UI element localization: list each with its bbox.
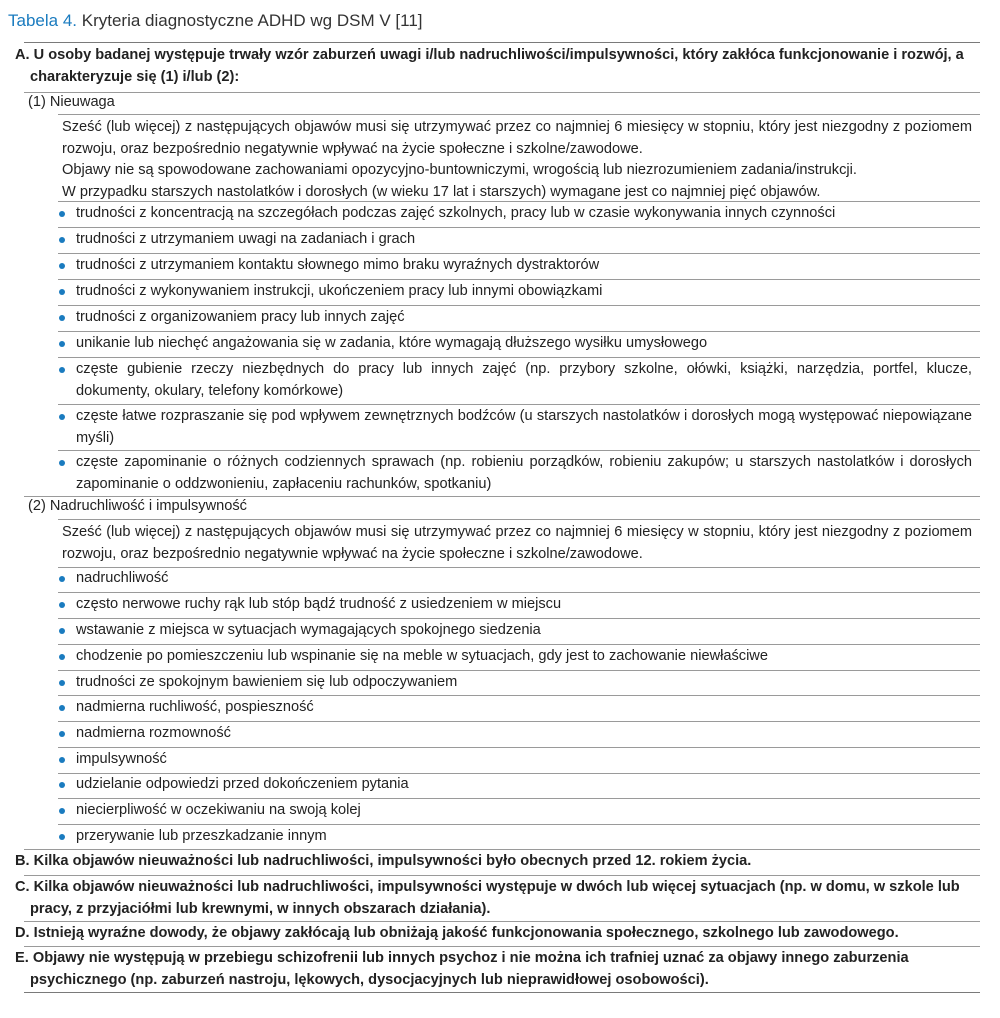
list-item bbox=[0, 229, 980, 251]
divider bbox=[58, 618, 980, 619]
divider bbox=[58, 798, 980, 799]
list-item-text: częste gubienie rzeczy niezbędnych do pracy lub innych zajęć (np. przybory szkolne, ołówki, książki, narzędzia, portfel, klucze, dokumenty, okulary, telefony komórkowe) bbox=[76, 361, 972, 399]
bullet-icon bbox=[59, 315, 65, 321]
list-item bbox=[0, 333, 980, 355]
bullet-icon bbox=[59, 367, 65, 373]
list-item bbox=[0, 697, 980, 719]
bullet-icon bbox=[59, 628, 65, 634]
bullet-icon bbox=[59, 834, 65, 840]
divider bbox=[58, 592, 980, 593]
divider bbox=[58, 644, 980, 645]
bullet-icon bbox=[59, 808, 65, 814]
divider bbox=[58, 227, 980, 228]
list-item bbox=[0, 568, 980, 590]
divider bbox=[24, 849, 980, 850]
bullet-icon bbox=[59, 289, 65, 295]
list-item-text: chodzenie po pomieszczeniu lub wspinanie się na meble w sytuacjach, gdy jest to zachowanie niewłaściwe bbox=[76, 648, 768, 664]
divider bbox=[58, 253, 980, 254]
divider bbox=[58, 357, 980, 358]
criterion-e: E. Objawy nie występują w przebiegu schizofrenii lub innych psychoz i nie można ich trafniej uznać za objawy innego zaburzenia psychicznego (np. zaburzeń nastroju, lękowych, dysocjacyjnych lub nieprawidłowej osobowości). bbox=[15, 950, 909, 988]
list-item bbox=[0, 774, 980, 796]
list-item-text: nadmierna rozmowność bbox=[76, 725, 231, 741]
table-title bbox=[8, 9, 423, 33]
section2-heading: (2) Nadruchliwość i impulsywność bbox=[28, 498, 247, 514]
divider bbox=[58, 721, 980, 722]
list-item-text: trudności z organizowaniem pracy lub innych zajęć bbox=[76, 309, 405, 325]
list-item bbox=[0, 620, 980, 642]
list-item bbox=[0, 406, 980, 449]
divider bbox=[58, 201, 980, 202]
divider bbox=[58, 747, 980, 748]
list-item bbox=[0, 800, 980, 822]
divider bbox=[58, 305, 980, 306]
bullet-icon bbox=[59, 654, 65, 660]
section1-intro-line: W przypadku starszych nastolatków i dorosłych (w wieku 17 lat i starszych) wymagane jest co najmniej pięć objawów. bbox=[62, 183, 821, 200]
criterion-c: C. Kilka objawów nieuważności lub nadruchliwości, impulsywności występuje w dwóch lub więcej sytuacjach (np. w domu, w szkole lub pracy, z przyjaciółmi lub krewnymi, w innych obszarach działania). bbox=[15, 879, 960, 917]
divider bbox=[58, 114, 980, 115]
bullet-icon bbox=[59, 460, 65, 466]
list-item-text: trudności z utrzymaniem uwagi na zadaniach i grach bbox=[76, 231, 416, 247]
divider bbox=[58, 824, 980, 825]
list-item-text: trudności ze spokojnym bawieniem się lub odpoczywaniem bbox=[76, 674, 458, 690]
section1-intro-line: Sześć (lub więcej) z następujących objawów musi się utrzymywać przez co najmniej 6 miesięcy w stopniu, który jest niezgodny z poziomem rozwoju, oraz bezpośrednio negatywnie wpływać na życie społeczne i szkolne/zawodowe. bbox=[62, 119, 972, 157]
criterion-d: D. Istnieją wyraźne dowody, że objawy zakłócają lub obniżają jakość funkcjonowania społecznego, szkolnego lub zawodowego. bbox=[15, 925, 899, 941]
list-item-text: trudności z wykonywaniem instrukcji, ukończeniem pracy lub innymi obowiązkami bbox=[76, 283, 603, 299]
list-item bbox=[0, 203, 980, 225]
table-caption: Kryteria diagnostyczne ADHD wg DSM V [11] bbox=[81, 11, 423, 30]
criterion-a: A. U osoby badanej występuje trwały wzór zaburzeń uwagi i/lub nadruchliwości/impulsywności, który zakłóca funkcjonowanie i rozwój, a charakteryzuje się (1) i/lub (2): bbox=[15, 47, 964, 85]
list-item-text: często nerwowe ruchy rąk lub stóp bądź trudność z usiedzeniem w miejscu bbox=[76, 596, 562, 612]
bullet-icon bbox=[59, 782, 65, 788]
bullet-icon bbox=[59, 263, 65, 269]
section1-heading: (1) Nieuwaga bbox=[28, 94, 115, 110]
list-item-text: unikanie lub niechęć angażowania się w zadania, które wymagają dłuższego wysiłku umysłowego bbox=[76, 335, 708, 351]
list-item bbox=[0, 826, 980, 848]
divider bbox=[58, 670, 980, 671]
section2-intro: Sześć (lub więcej) z następujących objawów musi się utrzymywać przez co najmniej 6 miesięcy w stopniu, który jest niezgodny z poziomem rozwoju, oraz bezpośrednio negatywnie wpływać na życie społeczne i szkolne/zawodowe. bbox=[62, 524, 972, 562]
list-item-text: wstawanie z miejsca w sytuacjach wymagających spokojnego siedzenia bbox=[76, 622, 541, 638]
bullet-icon bbox=[59, 211, 65, 217]
list-item bbox=[0, 359, 980, 402]
divider bbox=[24, 946, 980, 947]
list-item-text: udzielanie odpowiedzi przed dokończeniem pytania bbox=[76, 776, 409, 792]
list-item-text: częste zapominanie o różnych codziennych sprawach (np. robieniu porządków, robieniu zakupów; u starszych nastolatków i dorosłych zapominanie o oddzwonieniu, zapłaceniu rachunków, spotkaniu) bbox=[76, 454, 972, 492]
divider bbox=[58, 404, 980, 405]
list-item bbox=[0, 281, 980, 303]
list-item-text: trudności z koncentracją na szczegółach podczas zajęć szkolnych, pracy lub w czasie wykonywania innych czynności bbox=[76, 205, 836, 221]
top-rule bbox=[24, 42, 980, 43]
list-item-text: impulsywność bbox=[76, 751, 167, 767]
bottom-rule bbox=[24, 992, 980, 993]
bullet-icon bbox=[59, 576, 65, 582]
bullet-icon bbox=[59, 705, 65, 711]
bullet-icon bbox=[59, 757, 65, 763]
list-item bbox=[0, 594, 980, 616]
section1-intro-line: Objawy nie są spowodowane zachowaniami opozycyjno-buntowniczymi, wrogością lub niezrozumieniem zadania/instrukcji. bbox=[62, 162, 857, 178]
list-item bbox=[0, 723, 980, 745]
bullet-icon bbox=[59, 341, 65, 347]
criterion-b: B. Kilka objawów nieuważności lub nadruchliwości, impulsywności było obecnych przed 12. rokiem życia. bbox=[15, 853, 752, 869]
bullet-icon bbox=[59, 414, 65, 420]
divider bbox=[58, 519, 980, 520]
divider bbox=[58, 695, 980, 696]
list-item-text: trudności z utrzymaniem kontaktu słownego mimo braku wyraźnych dystraktorów bbox=[76, 257, 600, 273]
list-item bbox=[0, 646, 980, 668]
divider bbox=[58, 450, 980, 451]
table-label: Tabela 4. bbox=[8, 11, 77, 30]
list-item-text: nadruchliwość bbox=[76, 570, 169, 586]
divider bbox=[58, 279, 980, 280]
list-item bbox=[0, 749, 980, 771]
list-item bbox=[0, 452, 980, 495]
list-item-text: niecierpliwość w oczekiwaniu na swoją kolej bbox=[76, 802, 361, 818]
list-item bbox=[0, 307, 980, 329]
divider bbox=[24, 875, 980, 876]
list-item bbox=[0, 255, 980, 277]
divider bbox=[24, 921, 980, 922]
bullet-icon bbox=[59, 237, 65, 243]
list-item bbox=[0, 672, 980, 694]
divider bbox=[58, 331, 980, 332]
bullet-icon bbox=[59, 602, 65, 608]
bullet-icon bbox=[59, 731, 65, 737]
bullet-icon bbox=[59, 680, 65, 686]
list-item-text: przerywanie lub przeszkadzanie innym bbox=[76, 828, 327, 844]
list-item-text: częste łatwe rozpraszanie się pod wpływem zewnętrznych bodźców (u starszych nastolatków i dorosłych mogą występować niepowiązane myśli) bbox=[76, 408, 972, 446]
list-item-text: nadmierna ruchliwość, pospieszność bbox=[76, 699, 314, 715]
section1-intro bbox=[0, 117, 980, 203]
